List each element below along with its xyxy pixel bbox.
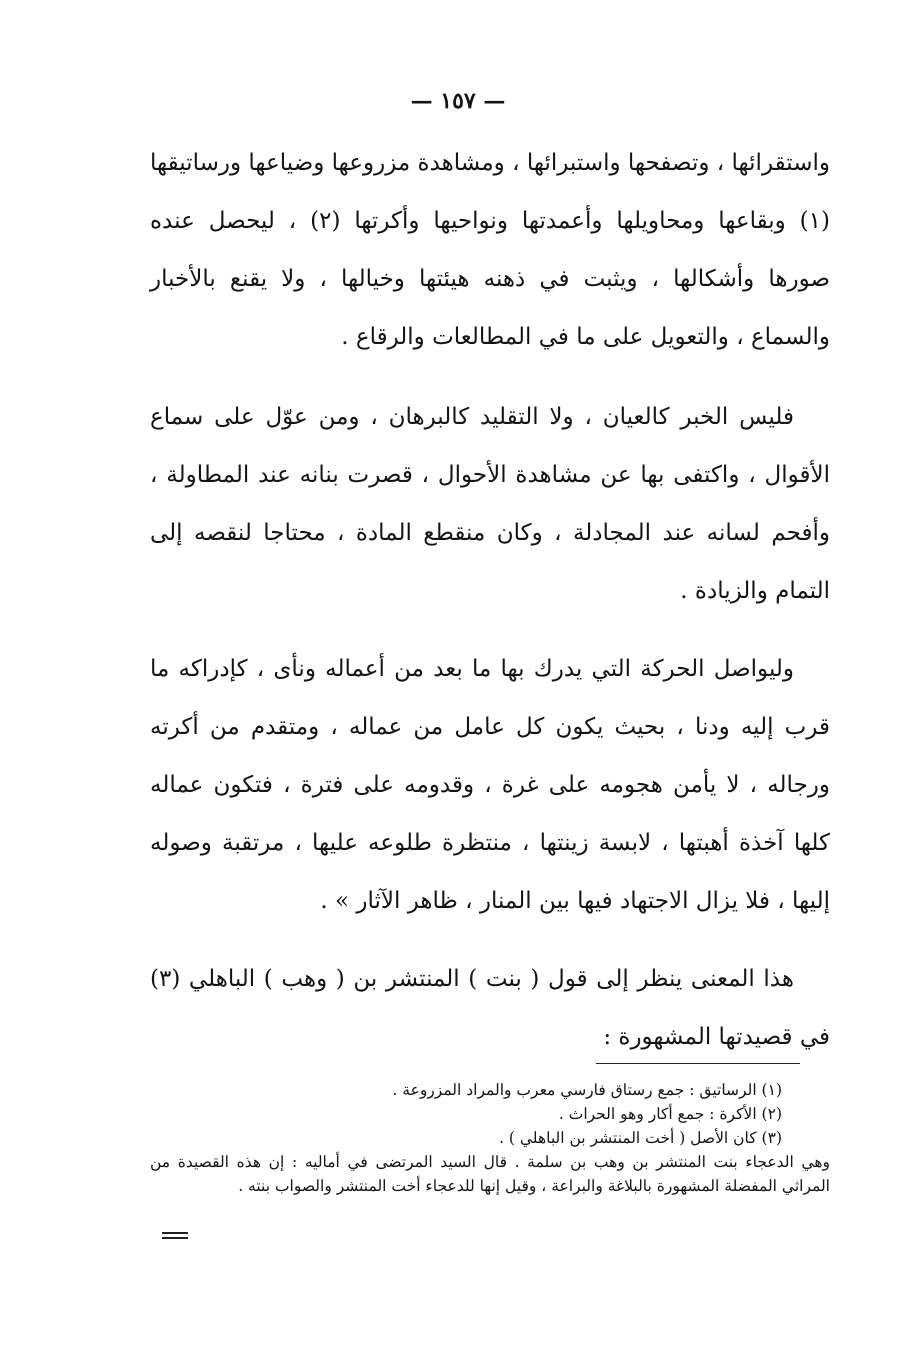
paragraph-1: واستقرائها ، وتصفحها واستبرائها ، ومشاهدة مزروعها وضياعها ورساتيقها (١) وبقاعها ومحاويلها وأعمدتها ونواحيها وأكرتها (٢) ، ليحصل عنده صورها وأشكالها ، ويثبت في ذهنه هيئتها وخيالها ، ولا يقنع بالأخبار والسماع ، والتعويل على ما في المطالعات والرقاع . [150,150,830,350]
footnote-2: (٢) الأكرة : جمع أكار وهو الحراث . [558,1105,782,1123]
footnotes [150,1078,830,1198]
paragraph-3: وليواصل الحركة التي يدرك بها ما بعد من أعماله ونأى ، كإدراكه ما قرب إليه ودنا ، بحيث يكون كل عامل من عماله ، ومتقدم من أكرته ورجاله ، لا يأمن هجومه على غرة ، وقدومه على فترة ، فتكون عماله كلها آخذة أهبتها ، لابسة زينتها ، منتظرة طلوعه عليها ، مرتقبة وصوله إليها ، فلا يزال الاجتهاد فيها بين المنار ، ظاهر الآثار » . [150,656,830,914]
main-text [150,134,830,1086]
section-end-mark [162,1232,188,1242]
footnote-3-continuation: وهي الدعجاء بنت المنتشر بن وهب بن سلمة . قال السيد المرتضى في أماليه : إن هذه القصيدة من المراثي المفضلة المشهورة بالبلاغة والبراعة ، وقيل إنها للدعجاء أخت المنتشر والصواب بنته . [150,1153,830,1195]
footnote-separator [596,1063,800,1064]
paragraph-2: فليس الخبر كالعيان ، ولا التقليد كالبرهان ، ومن عوّل على سماع الأقوال ، واكتفى بها عن مشاهدة الأحوال ، قصرت بنانه عند المطاولة ، وأفحم لسانه عند المجادلة ، وكان منقطع المادة ، محتاجا لنقصه إلى التمام والزيادة . [150,404,830,604]
paragraph-4: هذا المعنى ينظر إلى قول ( بنت ) المنتشر بن ( وهب ) الباهلي (٣) في قصيدتها المشهورة : [150,966,830,1050]
footnote-3: (٣) كان الأصل ( أخت المنتشر بن الباهلي ) . [499,1129,782,1147]
footnote-1: (١) الرساتيق : جمع رستاق فارسي معرب والمراد المزروعة . [392,1081,782,1099]
page-number: — ١٥٧ — [410,88,506,114]
